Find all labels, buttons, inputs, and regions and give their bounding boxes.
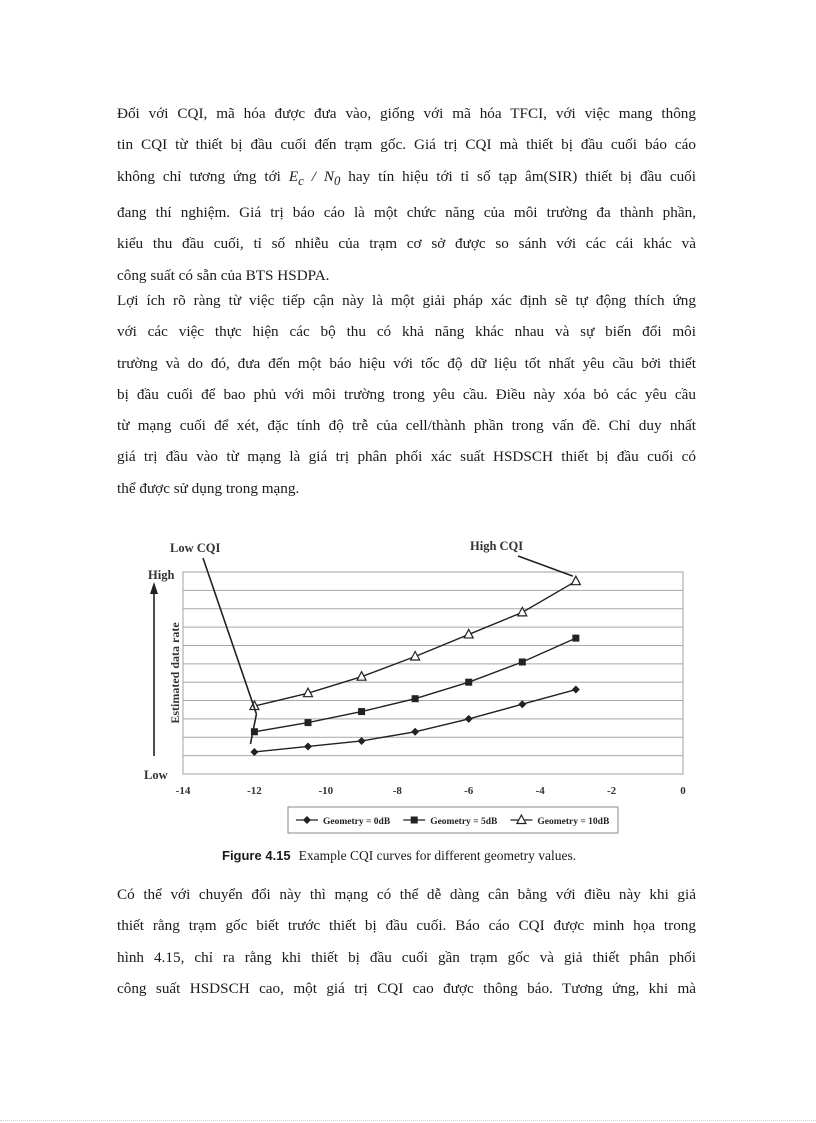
text-segment: hay tín hiệu tới tỉ số tạp âm(SIR) thiết bị đầu cuối <box>348 167 696 185</box>
text-line: thể được sử dụng trong mạng. <box>117 479 300 497</box>
y-low-label: Low <box>144 768 168 782</box>
x-tick-label: 0 <box>680 785 686 797</box>
low-cqi-label: Low CQI <box>170 541 221 555</box>
text-line: giá trị đầu vào từ mạng là giá trị phân phối xác suất HSDSCH thiết bị đầu cuối có <box>117 448 696 466</box>
text-line: tin CQI từ thiết bị đầu cuối đến trạm gốc. Giá trị CQI mà thiết bị đầu cuối báo cáo <box>117 136 696 154</box>
caption-text: Example CQI curves for different geometry values. <box>298 848 577 863</box>
chart-series <box>250 576 580 756</box>
y-axis-arrow-head <box>150 582 158 594</box>
square-marker <box>412 695 419 702</box>
text-line: trường và do đó, đưa đến một báo hiệu với tốc độ dữ liệu tốt nhất yêu cầu bởi thiết <box>117 354 696 372</box>
text-line: kiểu thu đầu cuối, tỉ số nhiễu của trạm cơ sở được so sánh với các cái khác và <box>117 235 696 253</box>
text-line: Đối với CQI, mã hóa được đưa vào, giống với mã hóa TFCI, với việc mang thông <box>117 105 696 122</box>
text-line-with-math <box>117 161 696 197</box>
plot-frame <box>183 572 683 774</box>
x-tick-label: -8 <box>392 785 402 797</box>
text-line: từ mạng cuối để xét, đặc tính độ trễ của cell/thành phần trong vấn đề. Chỉ duy nhất <box>117 417 696 435</box>
paragraph-2 <box>117 285 696 504</box>
diamond-marker <box>572 686 580 694</box>
diamond-marker <box>358 737 366 745</box>
square-marker <box>411 817 418 824</box>
series-triangle <box>250 576 580 709</box>
x-tick-label: -6 <box>464 785 474 797</box>
text-line: Lợi ích rõ ràng từ việc tiếp cận này là một giải pháp xác định sẽ tự động thích ứng <box>117 292 696 309</box>
y-high-label: High <box>148 568 175 582</box>
legend-label: Geometry = 0dB <box>323 817 391 827</box>
square-marker <box>465 679 472 686</box>
high-cqi-pointer <box>518 556 573 576</box>
diamond-marker <box>250 748 258 756</box>
text-line: Có thể với chuyển đổi này thì mạng có thể dễ dàng cân bằng với điều này khi giả <box>117 886 696 903</box>
x-tick-label: -12 <box>247 785 262 797</box>
low-cqi-pointer <box>203 558 256 714</box>
text-segment: không chỉ tương ứng tới <box>117 167 281 185</box>
text-line: công suất HSDSCH cao, một giá trị CQI cao được thông báo. Tương ứng, khi mà <box>117 979 696 997</box>
text-line: với các việc thực hiện các bộ thu có khả năng khác nhau và sự biến đổi môi <box>117 323 696 341</box>
legend-label: Geometry = 10dB <box>537 817 610 827</box>
square-marker <box>305 719 312 726</box>
caption-label: Figure 4.15 <box>222 848 291 863</box>
x-tick-label: -4 <box>535 785 545 797</box>
text-line: công suất có sẵn của BTS HSDPA. <box>117 266 330 284</box>
x-tick-label: -2 <box>606 785 617 797</box>
paragraph-3 <box>117 879 696 1004</box>
diamond-marker <box>304 742 312 750</box>
text-line: thiết rằng trạm gốc biết trước thiết bị đầu cuối. Báo cáo CQI được minh họa trong <box>117 917 696 935</box>
figure-caption <box>222 848 576 864</box>
series-square <box>251 635 579 736</box>
square-marker <box>358 708 365 715</box>
text-line: bị đầu cuối để bao phủ với môi trường trong yêu cầu. Điều này xóa bỏ các yêu cầu <box>117 385 696 403</box>
math-ec-n0: $E_c / N_0$ <box>288 167 341 188</box>
y-axis-label: Estimated data rate <box>168 622 182 724</box>
diamond-marker <box>411 728 419 736</box>
diamond-marker <box>465 715 473 723</box>
triangle-marker <box>571 576 580 585</box>
series-line <box>254 581 575 706</box>
x-tick-label: -14 <box>175 785 191 797</box>
chart-grid <box>183 572 683 774</box>
legend <box>288 807 618 833</box>
page-bottom-divider <box>0 1120 816 1121</box>
x-tick-label: -10 <box>318 785 334 797</box>
text-line: hình 4.15, chỉ ra rằng khi thiết bị đầu cuối gần trạm gốc và giả thiết phân phối <box>117 948 696 966</box>
square-marker <box>519 658 526 665</box>
cqi-curves-chart <box>140 528 700 848</box>
paragraph-1 <box>117 98 696 291</box>
square-marker <box>572 635 579 642</box>
high-cqi-label: High CQI <box>470 539 524 553</box>
diamond-marker <box>518 700 526 708</box>
text-line: đang thí nghiệm. Giá trị báo cáo là một chức năng của môi trường đa thành phần, <box>117 203 696 221</box>
legend-label: Geometry = 5dB <box>430 817 498 827</box>
